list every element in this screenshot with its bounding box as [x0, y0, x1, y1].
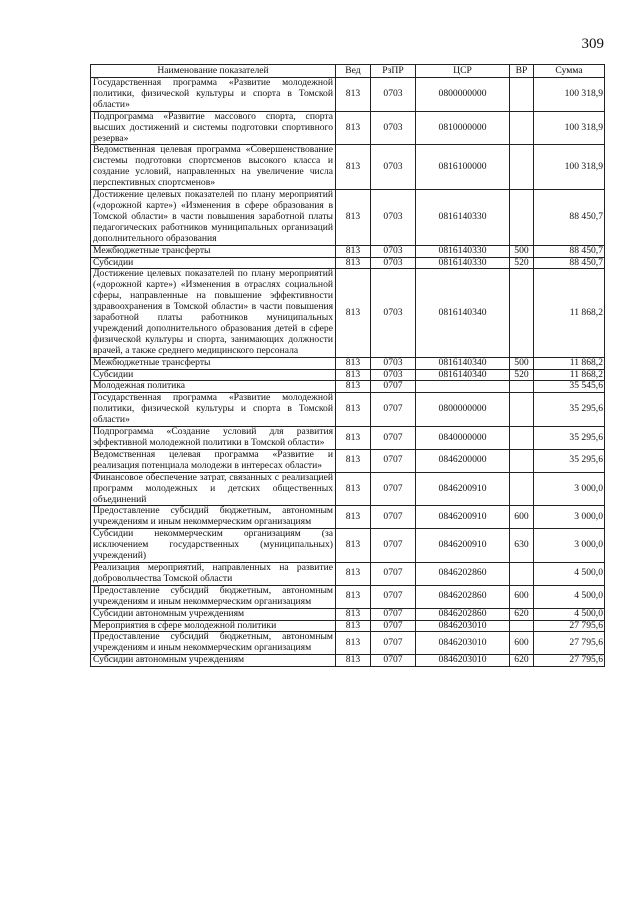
cell-vr — [510, 449, 534, 472]
table-row — [91, 145, 605, 190]
cell-csr: 0846203010 — [416, 655, 510, 667]
cell-sum: 27 795,6 — [534, 655, 605, 667]
cell-ved: 813 — [336, 620, 371, 632]
cell-rzpr: 0707 — [371, 472, 416, 506]
cell-csr: 0846202860 — [416, 562, 510, 585]
cell-rzpr: 0707 — [371, 449, 416, 472]
cell-name: Субсидии — [91, 257, 336, 269]
cell-csr: 0846200910 — [416, 529, 510, 563]
cell-sum: 100 318,9 — [534, 111, 605, 145]
table-row — [91, 111, 605, 145]
cell-vr: 520 — [510, 369, 534, 381]
table-row — [91, 472, 605, 506]
header-name: Наименование показателей — [91, 65, 336, 78]
cell-csr: 0816140340 — [416, 369, 510, 381]
table-row — [91, 245, 605, 257]
cell-name: Субсидии некоммерческим организациям (за исключением государственных (муниципальных) учреждений) — [91, 529, 336, 563]
cell-sum: 3 000,0 — [534, 529, 605, 563]
cell-rzpr: 0703 — [371, 357, 416, 369]
cell-csr: 0846203010 — [416, 632, 510, 655]
cell-csr: 0816140340 — [416, 269, 510, 357]
cell-rzpr: 0707 — [371, 393, 416, 427]
cell-rzpr: 0707 — [371, 562, 416, 585]
cell-sum: 88 450,7 — [534, 245, 605, 257]
header-rzpr: РзПР — [371, 65, 416, 78]
cell-ved: 813 — [336, 506, 371, 529]
table-row — [91, 269, 605, 357]
cell-ved: 813 — [336, 190, 371, 246]
cell-vr — [510, 78, 534, 112]
cell-name: Достижение целевых показателей по плану мероприятий («дорожной карте») «Изменения в сфере образования в Томской области» в части повышения заработной платы педагогических работников муниципальных организаций дополнительного образования — [91, 190, 336, 246]
table-row — [91, 506, 605, 529]
cell-ved: 813 — [336, 369, 371, 381]
cell-csr: 0816140330 — [416, 257, 510, 269]
cell-ved: 813 — [336, 78, 371, 112]
cell-name: Мероприятия в сфере молодежной политики — [91, 620, 336, 632]
cell-ved: 813 — [336, 393, 371, 427]
cell-vr — [510, 472, 534, 506]
cell-sum: 100 318,9 — [534, 78, 605, 112]
cell-sum: 4 500,0 — [534, 608, 605, 620]
table-row — [91, 655, 605, 667]
cell-csr: 0816100000 — [416, 145, 510, 190]
cell-csr: 0846202860 — [416, 585, 510, 608]
cell-sum: 11 868,2 — [534, 369, 605, 381]
cell-rzpr: 0703 — [371, 245, 416, 257]
cell-name: Межбюджетные трансферты — [91, 357, 336, 369]
cell-name: Реализация мероприятий, направленных на развитие добровольчества Томской области — [91, 562, 336, 585]
cell-ved: 813 — [336, 562, 371, 585]
cell-rzpr: 0707 — [371, 655, 416, 667]
cell-ved: 813 — [336, 427, 371, 450]
table-row — [91, 620, 605, 632]
cell-sum: 88 450,7 — [534, 257, 605, 269]
cell-vr: 600 — [510, 585, 534, 608]
cell-name: Молодежная политика — [91, 381, 336, 393]
cell-ved: 813 — [336, 608, 371, 620]
cell-ved: 813 — [336, 111, 371, 145]
table-row — [91, 393, 605, 427]
table-row — [91, 632, 605, 655]
cell-name: Субсидии автономным учреждениям — [91, 608, 336, 620]
cell-rzpr: 0703 — [371, 369, 416, 381]
table-row — [91, 369, 605, 381]
table-header-row — [91, 65, 605, 78]
cell-sum: 3 000,0 — [534, 472, 605, 506]
cell-ved: 813 — [336, 357, 371, 369]
cell-csr: 0816140330 — [416, 190, 510, 246]
cell-csr: 0800000000 — [416, 393, 510, 427]
cell-ved: 813 — [336, 245, 371, 257]
cell-rzpr: 0707 — [371, 381, 416, 393]
header-sum: Сумма — [534, 65, 605, 78]
cell-vr — [510, 427, 534, 450]
cell-vr: 600 — [510, 632, 534, 655]
cell-ved: 813 — [336, 585, 371, 608]
cell-sum: 4 500,0 — [534, 562, 605, 585]
cell-name: Ведомственная целевая программа «Развитие и реализация потенциала молодежи в интересах области» — [91, 449, 336, 472]
cell-vr: 500 — [510, 357, 534, 369]
cell-sum: 88 450,7 — [534, 190, 605, 246]
cell-ved: 813 — [336, 472, 371, 506]
cell-vr — [510, 111, 534, 145]
cell-sum: 35 295,6 — [534, 393, 605, 427]
cell-csr — [416, 381, 510, 393]
cell-ved: 813 — [336, 145, 371, 190]
cell-csr: 0846200000 — [416, 449, 510, 472]
header-csr: ЦСР — [416, 65, 510, 78]
cell-csr: 0846200910 — [416, 472, 510, 506]
cell-vr — [510, 190, 534, 246]
cell-vr: 620 — [510, 608, 534, 620]
cell-ved: 813 — [336, 269, 371, 357]
cell-name: Субсидии автономным учреждениям — [91, 655, 336, 667]
table-row — [91, 357, 605, 369]
cell-sum: 35 295,6 — [534, 427, 605, 450]
cell-sum: 27 795,6 — [534, 632, 605, 655]
cell-vr — [510, 620, 534, 632]
cell-sum: 4 500,0 — [534, 585, 605, 608]
cell-name: Достижение целевых показателей по плану мероприятий («дорожной карте») «Изменения в отраслях социальной сферы, направленные на повышение эффективности здравоохранения в Томской области» в части повышения заработной платы работников муниципальных учреждений дополнительного образования детей в сфере физической культуры и спорта, занимающих должности врачей, а также среднего медицинского персонала — [91, 269, 336, 357]
table-row — [91, 449, 605, 472]
cell-csr: 0840000000 — [416, 427, 510, 450]
cell-vr: 520 — [510, 257, 534, 269]
cell-rzpr: 0703 — [371, 78, 416, 112]
cell-name: Ведомственная целевая программа «Совершенствование системы подготовки спортсменов высокого класса и создание условий, направленных на увеличение числа перспективных спортсменов» — [91, 145, 336, 190]
cell-rzpr: 0707 — [371, 620, 416, 632]
cell-ved: 813 — [336, 381, 371, 393]
cell-name: Подпрограмма «Развитие массового спорта, спорта высших достижений и системы подготовки спортивного резерва» — [91, 111, 336, 145]
table-row — [91, 608, 605, 620]
table-row — [91, 190, 605, 246]
table-row — [91, 381, 605, 393]
cell-vr — [510, 381, 534, 393]
cell-ved: 813 — [336, 529, 371, 563]
cell-csr: 0810000000 — [416, 111, 510, 145]
budget-table — [90, 64, 605, 667]
cell-ved: 813 — [336, 632, 371, 655]
cell-csr: 0816140330 — [416, 245, 510, 257]
cell-rzpr: 0707 — [371, 506, 416, 529]
cell-name: Предоставление субсидий бюджетным, автономным учреждениям и иным некоммерческим организациям — [91, 632, 336, 655]
cell-rzpr: 0703 — [371, 190, 416, 246]
cell-name: Финансовое обеспечение затрат, связанных с реализацией программ молодежных и детских общественных объединений — [91, 472, 336, 506]
cell-rzpr: 0703 — [371, 111, 416, 145]
cell-name: Предоставление субсидий бюджетным, автономным учреждениям и иным некоммерческим организациям — [91, 506, 336, 529]
table-body — [91, 78, 605, 667]
table-row — [91, 562, 605, 585]
cell-rzpr: 0707 — [371, 427, 416, 450]
cell-name: Государственная программа «Развитие молодежной политики, физической культуры и спорта в Томской области» — [91, 78, 336, 112]
cell-sum: 27 795,6 — [534, 620, 605, 632]
cell-rzpr: 0707 — [371, 632, 416, 655]
cell-vr — [510, 269, 534, 357]
table-row — [91, 585, 605, 608]
cell-vr — [510, 393, 534, 427]
cell-name: Подпрограмма «Создание условий для развития эффективной молодежной политики в Томской области» — [91, 427, 336, 450]
page-number: 309 — [581, 36, 604, 52]
cell-vr: 630 — [510, 529, 534, 563]
cell-ved: 813 — [336, 655, 371, 667]
cell-rzpr: 0707 — [371, 608, 416, 620]
cell-name: Предоставление субсидий бюджетным, автономным учреждениям и иным некоммерческим организациям — [91, 585, 336, 608]
cell-vr — [510, 145, 534, 190]
table-row — [91, 78, 605, 112]
cell-rzpr: 0703 — [371, 145, 416, 190]
cell-name: Государственная программа «Развитие молодежной политики, физической культуры и спорта в Томской области» — [91, 393, 336, 427]
cell-csr: 0846200910 — [416, 506, 510, 529]
cell-vr: 620 — [510, 655, 534, 667]
cell-name: Межбюджетные трансферты — [91, 245, 336, 257]
cell-sum: 35 545,6 — [534, 381, 605, 393]
header-ved: Вед — [336, 65, 371, 78]
table-row — [91, 529, 605, 563]
cell-rzpr: 0703 — [371, 269, 416, 357]
cell-csr: 0846202860 — [416, 608, 510, 620]
table-row — [91, 257, 605, 269]
header-vr: ВР — [510, 65, 534, 78]
table-row — [91, 427, 605, 450]
cell-rzpr: 0707 — [371, 529, 416, 563]
cell-ved: 813 — [336, 449, 371, 472]
cell-vr: 600 — [510, 506, 534, 529]
cell-name: Субсидии — [91, 369, 336, 381]
cell-vr: 500 — [510, 245, 534, 257]
cell-sum: 11 868,2 — [534, 269, 605, 357]
cell-sum: 3 000,0 — [534, 506, 605, 529]
cell-vr — [510, 562, 534, 585]
cell-sum: 35 295,6 — [534, 449, 605, 472]
cell-csr: 0800000000 — [416, 78, 510, 112]
cell-rzpr: 0707 — [371, 585, 416, 608]
cell-csr: 0846203010 — [416, 620, 510, 632]
cell-csr: 0816140340 — [416, 357, 510, 369]
cell-sum: 11 868,2 — [534, 357, 605, 369]
cell-rzpr: 0703 — [371, 257, 416, 269]
cell-sum: 100 318,9 — [534, 145, 605, 190]
cell-ved: 813 — [336, 257, 371, 269]
